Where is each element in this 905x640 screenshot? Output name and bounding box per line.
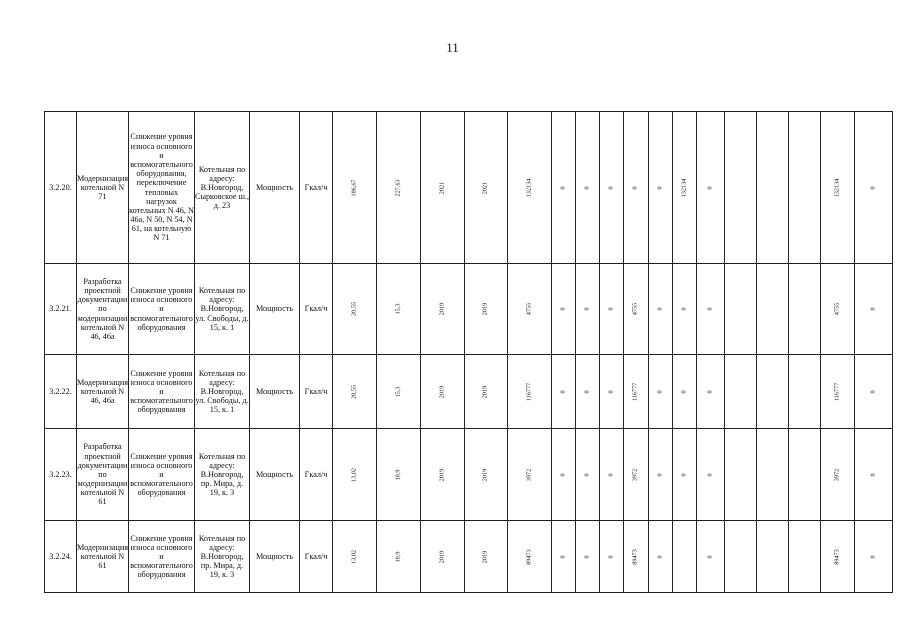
value-text: 0 xyxy=(656,472,664,477)
value-cell xyxy=(600,355,624,429)
value-text: 0 xyxy=(869,554,877,559)
value-text: 2019 xyxy=(481,468,489,481)
value-cell xyxy=(552,521,576,593)
value-cell xyxy=(377,521,421,593)
value-text: 89473 xyxy=(833,548,841,565)
value-cell xyxy=(421,264,465,355)
project-goal: Снижение уровня износа основного и вспомогательного оборудования xyxy=(129,429,195,521)
value-cell xyxy=(673,521,697,593)
value-cell xyxy=(697,112,725,264)
value-text: 3972 xyxy=(833,468,841,481)
value-cell xyxy=(508,429,552,521)
value-text: 10,9 xyxy=(394,551,402,562)
value-text: 0 xyxy=(583,472,591,477)
value-cell xyxy=(377,264,421,355)
value-text: 0 xyxy=(656,389,664,394)
value-text: 2019 xyxy=(438,385,446,398)
value-text: 0 xyxy=(869,185,877,190)
value-cell xyxy=(757,112,789,264)
investment-table xyxy=(44,111,893,593)
project-location: Котельная по адресу: В.Новгород, пр. Мира, д. 19, к. 3 xyxy=(195,429,250,521)
value-text: 0 xyxy=(680,472,688,477)
value-cell xyxy=(725,521,757,593)
value-cell xyxy=(789,355,821,429)
value-cell xyxy=(855,112,893,264)
value-cell xyxy=(673,264,697,355)
value-text: 0 xyxy=(706,389,714,394)
value-cell xyxy=(600,264,624,355)
project-goal: Снижение уровня износа основного и вспомогательного оборудования xyxy=(129,521,195,593)
value-text: 132134 xyxy=(525,178,533,197)
project-location: Котельная по адресу: В.Новгород, ул. Свободы, д. 15, к. 1 xyxy=(195,355,250,429)
value-text: 116777 xyxy=(833,382,841,401)
value-text: 0 xyxy=(706,554,714,559)
value-cell xyxy=(421,521,465,593)
value-text: 13,02 xyxy=(350,467,358,482)
row-code: 3.2.24. xyxy=(45,521,77,593)
parameter-name: Мощность xyxy=(250,264,300,355)
value-cell xyxy=(855,521,893,593)
value-cell xyxy=(465,521,508,593)
value-text: 0 xyxy=(583,389,591,394)
value-text: 3972 xyxy=(525,468,533,481)
value-text: 0 xyxy=(706,185,714,190)
value-text: 132134 xyxy=(680,178,688,197)
value-cell xyxy=(576,355,600,429)
value-cell xyxy=(421,112,465,264)
value-cell xyxy=(600,112,624,264)
value-cell xyxy=(465,112,508,264)
value-text: 2019 xyxy=(438,468,446,481)
value-text: 0 xyxy=(656,554,664,559)
value-cell xyxy=(552,429,576,521)
value-text: 0 xyxy=(706,307,714,311)
value-text: 20,55 xyxy=(350,302,358,316)
value-cell xyxy=(576,429,600,521)
value-cell xyxy=(725,264,757,355)
value-cell xyxy=(789,429,821,521)
value-cell xyxy=(624,429,649,521)
value-cell xyxy=(508,355,552,429)
value-cell xyxy=(576,264,600,355)
value-cell xyxy=(855,429,893,521)
value-cell xyxy=(649,264,673,355)
value-cell xyxy=(649,355,673,429)
value-text: 2021 xyxy=(481,181,489,194)
project-name: Модернизация котельной N 46, 46а xyxy=(77,355,129,429)
value-text: 0 xyxy=(607,185,615,190)
value-cell xyxy=(333,521,377,593)
value-text: 186,67 xyxy=(350,178,358,197)
project-goal: Снижение уровня износа основного и вспомогательного оборудования xyxy=(129,355,195,429)
project-location: Котельная по адресу: В.Новгород, Сырковское ш., д. 23 xyxy=(195,112,250,264)
value-text: 2019 xyxy=(481,302,489,316)
value-cell xyxy=(465,429,508,521)
value-text: 116777 xyxy=(525,382,533,401)
value-cell xyxy=(333,264,377,355)
value-cell xyxy=(600,521,624,593)
value-text: 0 xyxy=(656,307,664,311)
value-text: 4755 xyxy=(525,302,533,316)
value-cell xyxy=(757,521,789,593)
table-row xyxy=(45,429,893,521)
value-cell xyxy=(508,521,552,593)
unit-label: Гкал/ч xyxy=(300,521,333,593)
table-row xyxy=(45,264,893,355)
value-text: 20,55 xyxy=(350,384,358,399)
value-text: 10,9 xyxy=(394,469,402,480)
value-cell xyxy=(789,521,821,593)
value-text: 0 xyxy=(559,472,567,477)
value-text: 4755 xyxy=(833,302,841,316)
value-cell xyxy=(725,429,757,521)
row-code: 3.2.22. xyxy=(45,355,77,429)
project-location: Котельная по адресу: В.Новгород, пр. Мира, д. 19, к. 3 xyxy=(195,521,250,593)
value-text: 0 xyxy=(559,554,567,559)
value-text: 0 xyxy=(583,185,591,190)
row-code: 3.2.20. xyxy=(45,112,77,264)
table-row xyxy=(45,355,893,429)
value-text: 116777 xyxy=(631,382,639,401)
value-cell xyxy=(333,355,377,429)
value-cell xyxy=(508,112,552,264)
unit-label: Гкал/ч xyxy=(300,355,333,429)
value-cell xyxy=(624,521,649,593)
value-cell xyxy=(697,355,725,429)
value-text: 13,02 xyxy=(350,549,358,564)
value-text: 2019 xyxy=(438,550,446,563)
value-cell xyxy=(600,429,624,521)
parameter-name: Мощность xyxy=(250,429,300,521)
table-row xyxy=(45,112,893,264)
parameter-name: Мощность xyxy=(250,355,300,429)
value-cell xyxy=(697,264,725,355)
value-cell xyxy=(624,355,649,429)
value-text: 0 xyxy=(680,389,688,394)
value-cell xyxy=(757,264,789,355)
value-text: 0 xyxy=(706,472,714,477)
value-text: 0 xyxy=(869,307,877,311)
value-text: 0 xyxy=(607,472,615,477)
value-text: 2019 xyxy=(438,302,446,316)
value-cell xyxy=(377,429,421,521)
row-code: 3.2.23. xyxy=(45,429,77,521)
value-text: 0 xyxy=(607,389,615,394)
unit-label: Гкал/ч xyxy=(300,112,333,264)
value-cell xyxy=(576,521,600,593)
value-cell xyxy=(377,355,421,429)
project-location: Котельная по адресу: В.Новгород, ул. Свободы, д. 15, к. 1 xyxy=(195,264,250,355)
value-cell xyxy=(789,264,821,355)
unit-label: Гкал/ч xyxy=(300,264,333,355)
value-cell xyxy=(508,264,552,355)
value-cell xyxy=(697,429,725,521)
value-text: 0 xyxy=(656,185,664,190)
value-cell xyxy=(552,355,576,429)
value-cell xyxy=(649,521,673,593)
value-cell xyxy=(697,521,725,593)
value-cell xyxy=(821,521,855,593)
value-text: 2019 xyxy=(481,550,489,563)
value-text: 4755 xyxy=(631,302,639,316)
value-cell xyxy=(624,112,649,264)
value-cell xyxy=(673,112,697,264)
value-cell xyxy=(725,355,757,429)
value-cell xyxy=(821,355,855,429)
project-name: Модернизация котельной N 61 xyxy=(77,521,129,593)
value-cell xyxy=(465,264,508,355)
project-goal: Снижение уровня износа основного и вспомогательного оборудования xyxy=(129,264,195,355)
project-name: Разработка проектной документации по модернизации котельной N 61 xyxy=(77,429,129,521)
project-name: Разработка проектной документации по модернизации котельной N 46, 46а xyxy=(77,264,129,355)
parameter-name: Мощность xyxy=(250,521,300,593)
value-text: 89473 xyxy=(525,548,533,565)
value-text: 0 xyxy=(607,554,615,559)
value-text: 0 xyxy=(583,554,591,559)
value-cell xyxy=(673,355,697,429)
value-text: 0 xyxy=(559,307,567,311)
value-text: 0 xyxy=(869,472,877,477)
value-cell xyxy=(624,264,649,355)
page-number: 11 xyxy=(446,40,459,55)
value-cell xyxy=(821,112,855,264)
value-cell xyxy=(789,112,821,264)
value-cell xyxy=(673,429,697,521)
value-text: 0 xyxy=(607,307,615,311)
value-cell xyxy=(757,355,789,429)
value-cell xyxy=(552,112,576,264)
value-cell xyxy=(725,112,757,264)
value-cell xyxy=(552,264,576,355)
value-cell xyxy=(421,355,465,429)
value-cell xyxy=(649,429,673,521)
parameter-name: Мощность xyxy=(250,112,300,264)
value-cell xyxy=(465,355,508,429)
value-cell xyxy=(333,112,377,264)
value-text: 2019 xyxy=(481,385,489,398)
value-cell xyxy=(333,429,377,521)
value-cell xyxy=(377,112,421,264)
value-text: 0 xyxy=(583,307,591,311)
value-text: 0 xyxy=(559,389,567,394)
value-cell xyxy=(421,429,465,521)
unit-label: Гкал/ч xyxy=(300,429,333,521)
value-cell xyxy=(649,112,673,264)
value-text: 0 xyxy=(631,185,639,190)
value-cell xyxy=(855,355,893,429)
table-row xyxy=(45,521,893,593)
value-text: 227,63 xyxy=(394,178,402,197)
value-text: 0 xyxy=(559,185,567,190)
project-name: Модернизация котельной N 71 xyxy=(77,112,129,264)
value-text: 132134 xyxy=(833,178,841,197)
value-cell xyxy=(821,429,855,521)
value-cell xyxy=(576,112,600,264)
value-text: 15,3 xyxy=(394,386,402,397)
value-cell xyxy=(855,264,893,355)
value-text: 89473 xyxy=(631,548,639,565)
value-text: 2021 xyxy=(438,181,446,194)
value-text: 0 xyxy=(869,389,877,394)
value-text: 15,3 xyxy=(394,303,402,315)
value-text: 0 xyxy=(680,307,688,311)
value-cell xyxy=(821,264,855,355)
project-goal: Снижение уровня износа основного и вспомогательного оборудования, переключение тепловых нагрузок котельных N 46, N 46а, N 50, N 54, N 61, на котельную N 71 xyxy=(129,112,195,264)
row-code: 3.2.21. xyxy=(45,264,77,355)
value-text: 3972 xyxy=(631,468,639,481)
value-cell xyxy=(757,429,789,521)
